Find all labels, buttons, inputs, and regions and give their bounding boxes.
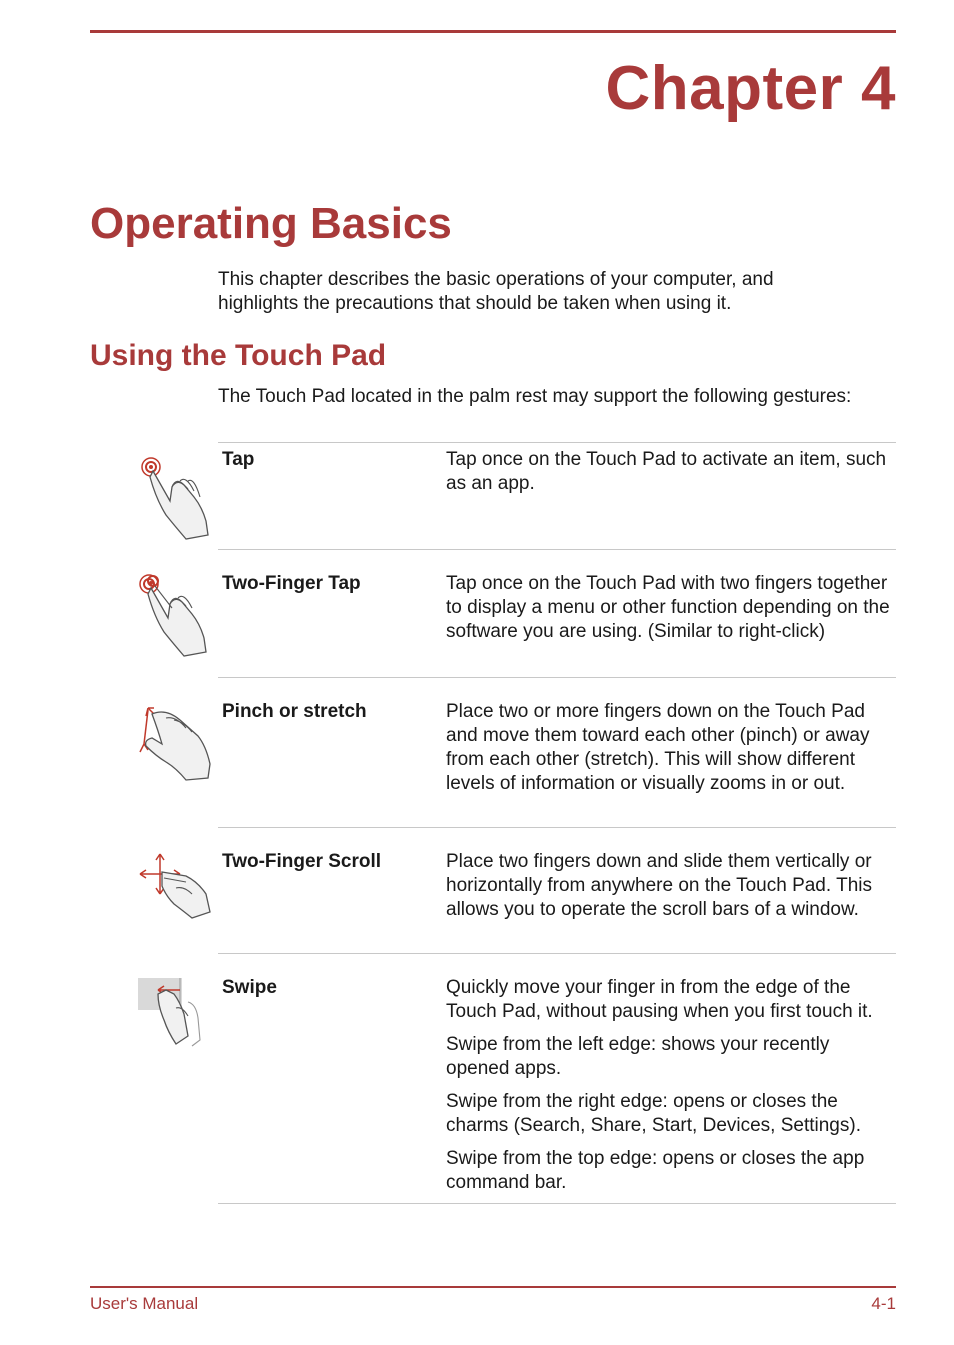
gesture-table <box>218 442 896 1204</box>
gesture-description <box>442 695 896 827</box>
section-heading: Using the Touch Pad <box>90 339 387 372</box>
section-intro: The Touch Pad located in the palm rest may support the following gestures: <box>218 386 852 407</box>
gesture-row-two-finger-scroll <box>218 828 896 954</box>
chapter-label: Chapter 4 <box>605 54 896 123</box>
gesture-description <box>442 971 896 1203</box>
tap-gesture-icon <box>136 447 216 543</box>
gesture-name: Two-Finger Tap <box>222 573 361 594</box>
gesture-description <box>442 845 896 953</box>
gesture-description-text: Swipe from the left edge: shows your recently opened apps. <box>446 1034 830 1079</box>
gesture-description <box>442 443 896 549</box>
page-number: 4-1 <box>871 1294 896 1313</box>
gesture-row-tap <box>218 443 896 550</box>
gesture-description-text: Swipe from the top edge: opens or closes the app command bar. <box>446 1148 865 1193</box>
gesture-row-pinch <box>218 678 896 828</box>
pinch-gesture-icon <box>136 700 216 784</box>
gesture-name: Pinch or stretch <box>222 701 367 722</box>
gesture-description-text: Swipe from the right edge: opens or closes the charms (Search, Share, Start, Devices, Settings). <box>446 1091 861 1136</box>
gesture-name: Two-Finger Scroll <box>222 851 382 872</box>
gesture-description-text: Quickly move your finger in from the edge of the Touch Pad, without pausing when you first touch it. <box>446 977 873 1022</box>
gesture-description-text: Place two or more fingers down on the Touch Pad and move them toward each other (pinch) or away from each other (stretch). This will show different levels of information or visually zooms in or out. <box>446 701 870 794</box>
gesture-name: Swipe <box>222 977 277 998</box>
footer-manual-title: User's Manual <box>90 1294 199 1313</box>
footer-rule <box>90 1286 896 1288</box>
gesture-description-text: Tap once on the Touch Pad with two fingers together to display a menu or other function depending on the software you are using. (Similar to right-click) <box>446 573 890 642</box>
page-title: Operating Basics <box>90 199 452 248</box>
gesture-description <box>442 567 896 677</box>
gesture-row-swipe <box>218 954 896 1204</box>
two-finger-tap-gesture-icon <box>136 564 216 660</box>
gesture-description-text: Tap once on the Touch Pad to activate an item, such as an app. <box>446 449 887 494</box>
gesture-name: Tap <box>222 449 255 470</box>
gesture-row-two-finger-tap <box>218 550 896 678</box>
gesture-description-text: Place two fingers down and slide them vertically or horizontally from anywhere on the Touch Pad. This allows you to operate the scroll bars of a window. <box>446 851 872 920</box>
top-rule <box>90 30 896 33</box>
chapter-intro: This chapter describes the basic operations of your computer, and highlights the precautions that should be taken when using it. <box>218 269 774 314</box>
scroll-gesture-icon <box>136 850 216 924</box>
swipe-gesture-icon <box>136 972 216 1054</box>
